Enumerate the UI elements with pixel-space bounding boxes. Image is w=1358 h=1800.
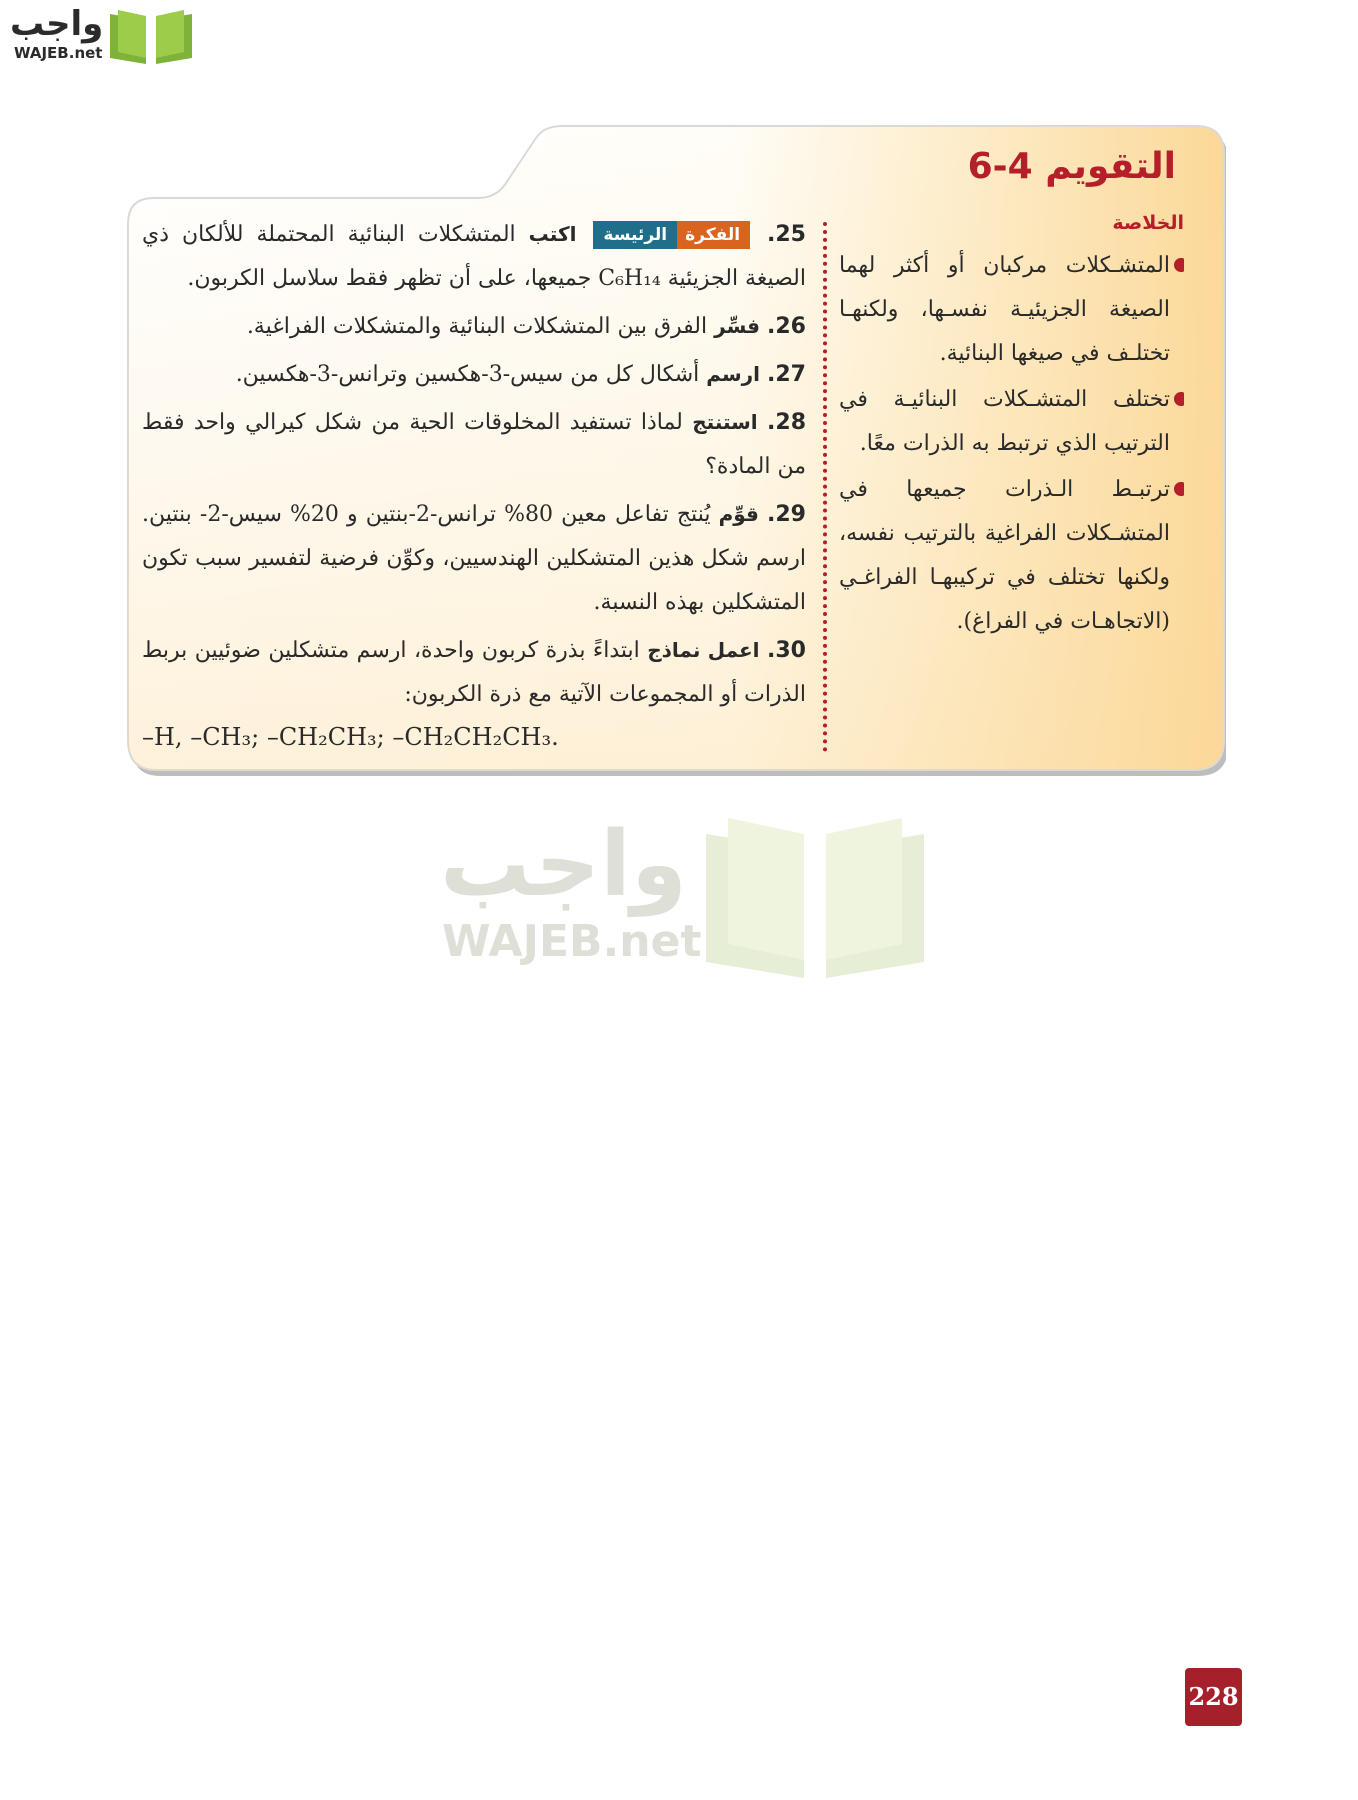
bullet-icon (1174, 258, 1184, 272)
question-text: الفرق بين المتشكلات البنائية والمتشكلات الفراغية. (246, 314, 708, 339)
dotted-divider (823, 222, 827, 752)
question-text: المتشكلات البنائية المحتملة للألكان ذي الصيغة الجزيئية C₆H₁₄ جميعها، على أن تظهر فقط سلاسل الكربون. (142, 222, 806, 291)
main-idea-badge (593, 221, 750, 249)
question-26 (142, 304, 806, 349)
question-text: لماذا تستفيد المخلوقات الحية من شكل كيرالي واحد فقط من المادة؟ (142, 410, 806, 479)
bullet-icon (1174, 482, 1184, 496)
logo-latin-text: WAJEB.net (14, 44, 103, 62)
questions-panel (142, 212, 806, 760)
question-number: 28. (767, 410, 807, 435)
question-number: 26. (767, 314, 806, 339)
question-verb: قوِّم (718, 502, 759, 526)
book-icon (106, 6, 196, 66)
badge-part-main: الرئيسة (593, 221, 677, 249)
question-28 (142, 400, 806, 489)
section-title: التقويم 4-6 (967, 146, 1176, 187)
assessment-card (126, 124, 1226, 776)
question-number: 27. (767, 362, 806, 387)
wajeb-logo[interactable] (10, 4, 195, 70)
logo-arabic-text: واجب (10, 4, 104, 44)
chemical-formula: –H, –CH₃; –CH₂CH₃; –CH₂CH₂CH₃. (142, 723, 559, 751)
question-27 (142, 352, 806, 397)
page-number: 228 (1188, 1682, 1239, 1711)
summary-panel (839, 212, 1184, 646)
question-verb: اكتب (528, 222, 577, 246)
question-verb: استنتج (692, 410, 758, 434)
watermark-latin-text: WAJEB.net (442, 916, 702, 967)
badge-part-idea: الفكرة (677, 221, 750, 249)
question-verb: فسِّر (714, 314, 761, 338)
book-icon (700, 810, 930, 980)
question-text: أشكال كل من سيس-3-هكسين وترانس-3-هكسين. (235, 362, 700, 387)
question-verb: اعمل نماذج (647, 638, 760, 662)
summary-item-text: تختلف المتشـكلات البنائيـة في الترتيب الذي ترتبط به الذرات معًا. (839, 387, 1170, 456)
question-number: 30. (767, 638, 806, 663)
question-text: يُنتج تفاعل معين 80% ترانس-2-بنتين و 20% سيس-2- بنتين. ارسم شكل هذين المتشكلين الهندسيين، وكوِّن فرضية لتفسير سبب تكون المتشكلين بهذه النسبة. (142, 502, 806, 615)
question-text: ابتداءً بذرة كربون واحدة، ارسم متشكلين ضوئيين بربط الذرات أو المجموعات الآتية مع ذرة الكربون: (142, 638, 806, 707)
page-number-box (1185, 1668, 1242, 1726)
summary-item (839, 378, 1184, 466)
watermark-arabic-text: واجب (440, 812, 687, 917)
question-29 (142, 492, 806, 625)
question-number: 25. (767, 222, 806, 247)
summary-item-text: المتشـكلات مركبان أو أكثر لهما الصيغة الجزيئيـة نفسـها، ولكنهـا تختلـف في صيغها البنائية. (839, 253, 1170, 366)
wajeb-watermark (430, 810, 930, 990)
summary-item (839, 468, 1184, 644)
question-verb: ارسم (706, 362, 761, 386)
bullet-icon (1174, 392, 1184, 406)
question-25 (142, 212, 806, 301)
summary-item-text: ترتبـط الـذرات جميعها في المتشـكلات الفراغية بالترتيب نفسه، ولكنها تختلف في تركيبهـا الفراغـي (الاتجاهـات في الفراغ). (839, 477, 1170, 634)
question-number: 29. (767, 502, 806, 527)
summary-item (839, 244, 1184, 376)
summary-heading: الخلاصة (1112, 212, 1184, 234)
question-30 (142, 628, 806, 757)
